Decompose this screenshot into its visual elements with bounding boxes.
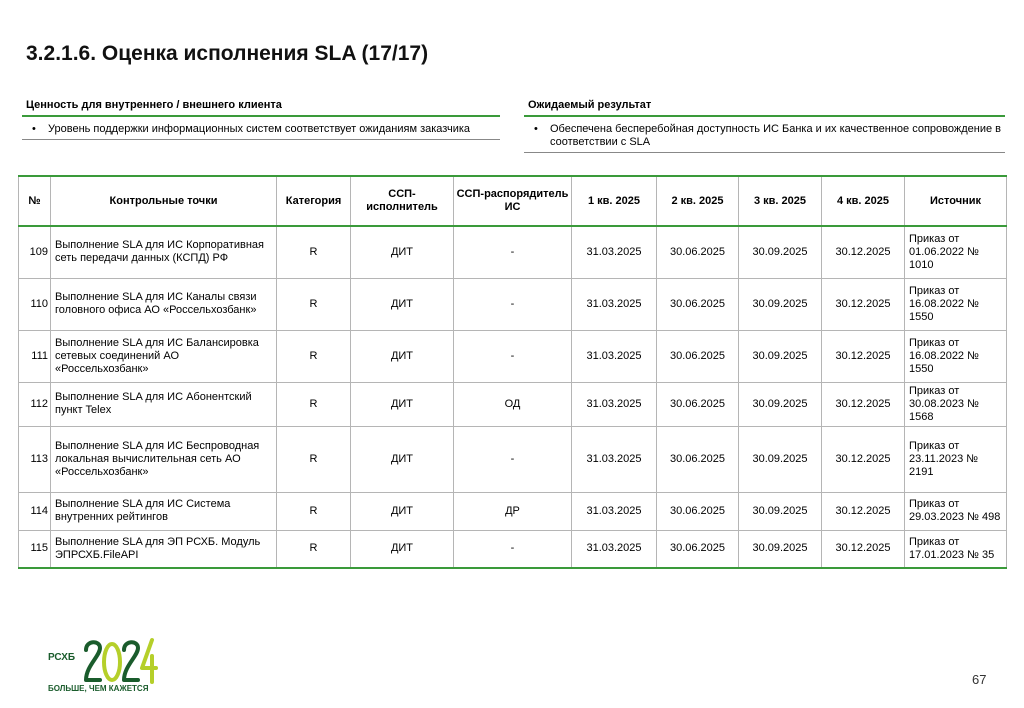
col-header-q4: 4 кв. 2025 [822,176,905,226]
expected-result-block [524,99,1005,153]
bullet: • [32,123,36,135]
row-q1: 31.03.2025 [572,226,657,278]
client-value-block [22,99,500,140]
row-q4: 30.12.2025 [822,530,905,568]
row-source: Приказ от 01.06.2022 № 1010 [905,226,1007,278]
row-q2: 30.06.2025 [657,530,739,568]
row-q2: 30.06.2025 [657,382,739,426]
row-category: R [277,330,351,382]
col-header-num: № [19,176,51,226]
logo-slogan: БОЛЬШЕ, ЧЕМ КАЖЕТСЯ [48,684,149,693]
row-category: R [277,530,351,568]
col-header-owner: ССП-распорядитель ИС [454,176,572,226]
col-header-q3: 3 кв. 2025 [739,176,822,226]
row-owner: ОД [454,382,572,426]
col-header-name: Контрольные точки [51,176,277,226]
row-q2: 30.06.2025 [657,426,739,492]
row-num: 109 [19,226,51,278]
row-owner: ДР [454,492,572,530]
col-header-source: Источник [905,176,1007,226]
row-source: Приказ от 29.03.2023 № 498 [905,492,1007,530]
row-q3: 30.09.2025 [739,492,822,530]
row-q1: 31.03.2025 [572,426,657,492]
row-q2: 30.06.2025 [657,278,739,330]
row-owner: - [454,530,572,568]
row-q3: 30.09.2025 [739,330,822,382]
row-q4: 30.12.2025 [822,226,905,278]
row-source: Приказ от 16.08.2022 № 1550 [905,330,1007,382]
row-name: Выполнение SLA для ИС Каналы связи головного офиса АО «Россельхозбанк» [51,278,277,330]
expected-result-heading: Ожидаемый результат [524,99,1005,117]
client-value-text: Уровень поддержки информационных систем соответствует ожиданиям заказчика [48,123,471,135]
row-executor: ДИТ [351,382,454,426]
row-q3: 30.09.2025 [739,426,822,492]
table-row [19,426,1007,492]
logo-2024-mark [82,636,158,684]
row-owner: - [454,278,572,330]
rshb-2024-logo [48,636,160,694]
col-header-q2: 2 кв. 2025 [657,176,739,226]
row-q1: 31.03.2025 [572,492,657,530]
table-row [19,530,1007,568]
row-owner: - [454,226,572,278]
row-source: Приказ от 23.11.2023 № 2191 [905,426,1007,492]
col-header-category: Категория [277,176,351,226]
row-q3: 30.09.2025 [739,226,822,278]
row-q2: 30.06.2025 [657,226,739,278]
row-q1: 31.03.2025 [572,382,657,426]
row-source: Приказ от 30.08.2023 № 1568 [905,382,1007,426]
table-row [19,330,1007,382]
row-name: Выполнение SLA для ИС Корпоративная сеть передачи данных (КСПД) РФ [51,226,277,278]
row-q2: 30.06.2025 [657,492,739,530]
table-row [19,382,1007,426]
row-executor: ДИТ [351,426,454,492]
row-category: R [277,492,351,530]
row-num: 115 [19,530,51,568]
row-category: R [277,426,351,492]
row-q2: 30.06.2025 [657,330,739,382]
row-executor: ДИТ [351,330,454,382]
page-number: 67 [972,672,987,687]
row-executor: ДИТ [351,492,454,530]
col-header-executor: ССП-исполнитель [351,176,454,226]
row-owner: - [454,330,572,382]
table-row [19,278,1007,330]
row-source: Приказ от 17.01.2023 № 35 [905,530,1007,568]
bullet: • [534,123,538,135]
row-num: 114 [19,492,51,530]
row-name: Выполнение SLA для ИС Балансировка сетевых соединений АО «Россельхозбанк» [51,330,277,382]
logo-abbr: РСХБ [48,652,76,663]
table-row [19,492,1007,530]
table-header-row [19,176,1007,226]
page-title: 3.2.1.6. Оценка исполнения SLA (17/17) [26,42,429,65]
row-q3: 30.09.2025 [739,278,822,330]
row-num: 113 [19,426,51,492]
client-value-heading: Ценность для внутреннего / внешнего клиента [22,99,500,117]
control-points-table [18,175,1007,569]
row-q4: 30.12.2025 [822,278,905,330]
row-source: Приказ от 16.08.2022 № 1550 [905,278,1007,330]
row-name: Выполнение SLA для ИС Система внутренних рейтингов [51,492,277,530]
expected-result-text: Обеспечена бесперебойная доступность ИС Банка и их качественное сопровождение в соответствии с SLA [550,123,1001,148]
row-q4: 30.12.2025 [822,426,905,492]
col-header-q1: 1 кв. 2025 [572,176,657,226]
row-q1: 31.03.2025 [572,530,657,568]
row-name: Выполнение SLA для ИС Беспроводная локальная вычислительная сеть АО «Россельхозбанк» [51,426,277,492]
row-name: Выполнение SLA для ЭП РСХБ. Модуль ЭПРСХБ.FileAPI [51,530,277,568]
row-name: Выполнение SLA для ИС Абонентский пункт Telex [51,382,277,426]
row-category: R [277,278,351,330]
expected-result-body [524,117,1005,153]
row-category: R [277,226,351,278]
row-q4: 30.12.2025 [822,382,905,426]
row-q1: 31.03.2025 [572,330,657,382]
row-q3: 30.09.2025 [739,382,822,426]
row-executor: ДИТ [351,530,454,568]
row-executor: ДИТ [351,278,454,330]
row-num: 111 [19,330,51,382]
table-row [19,226,1007,278]
row-q1: 31.03.2025 [572,278,657,330]
client-value-body [22,117,500,140]
row-q3: 30.09.2025 [739,530,822,568]
row-q4: 30.12.2025 [822,330,905,382]
row-category: R [277,382,351,426]
row-num: 112 [19,382,51,426]
row-q4: 30.12.2025 [822,492,905,530]
row-num: 110 [19,278,51,330]
row-owner: - [454,426,572,492]
row-executor: ДИТ [351,226,454,278]
